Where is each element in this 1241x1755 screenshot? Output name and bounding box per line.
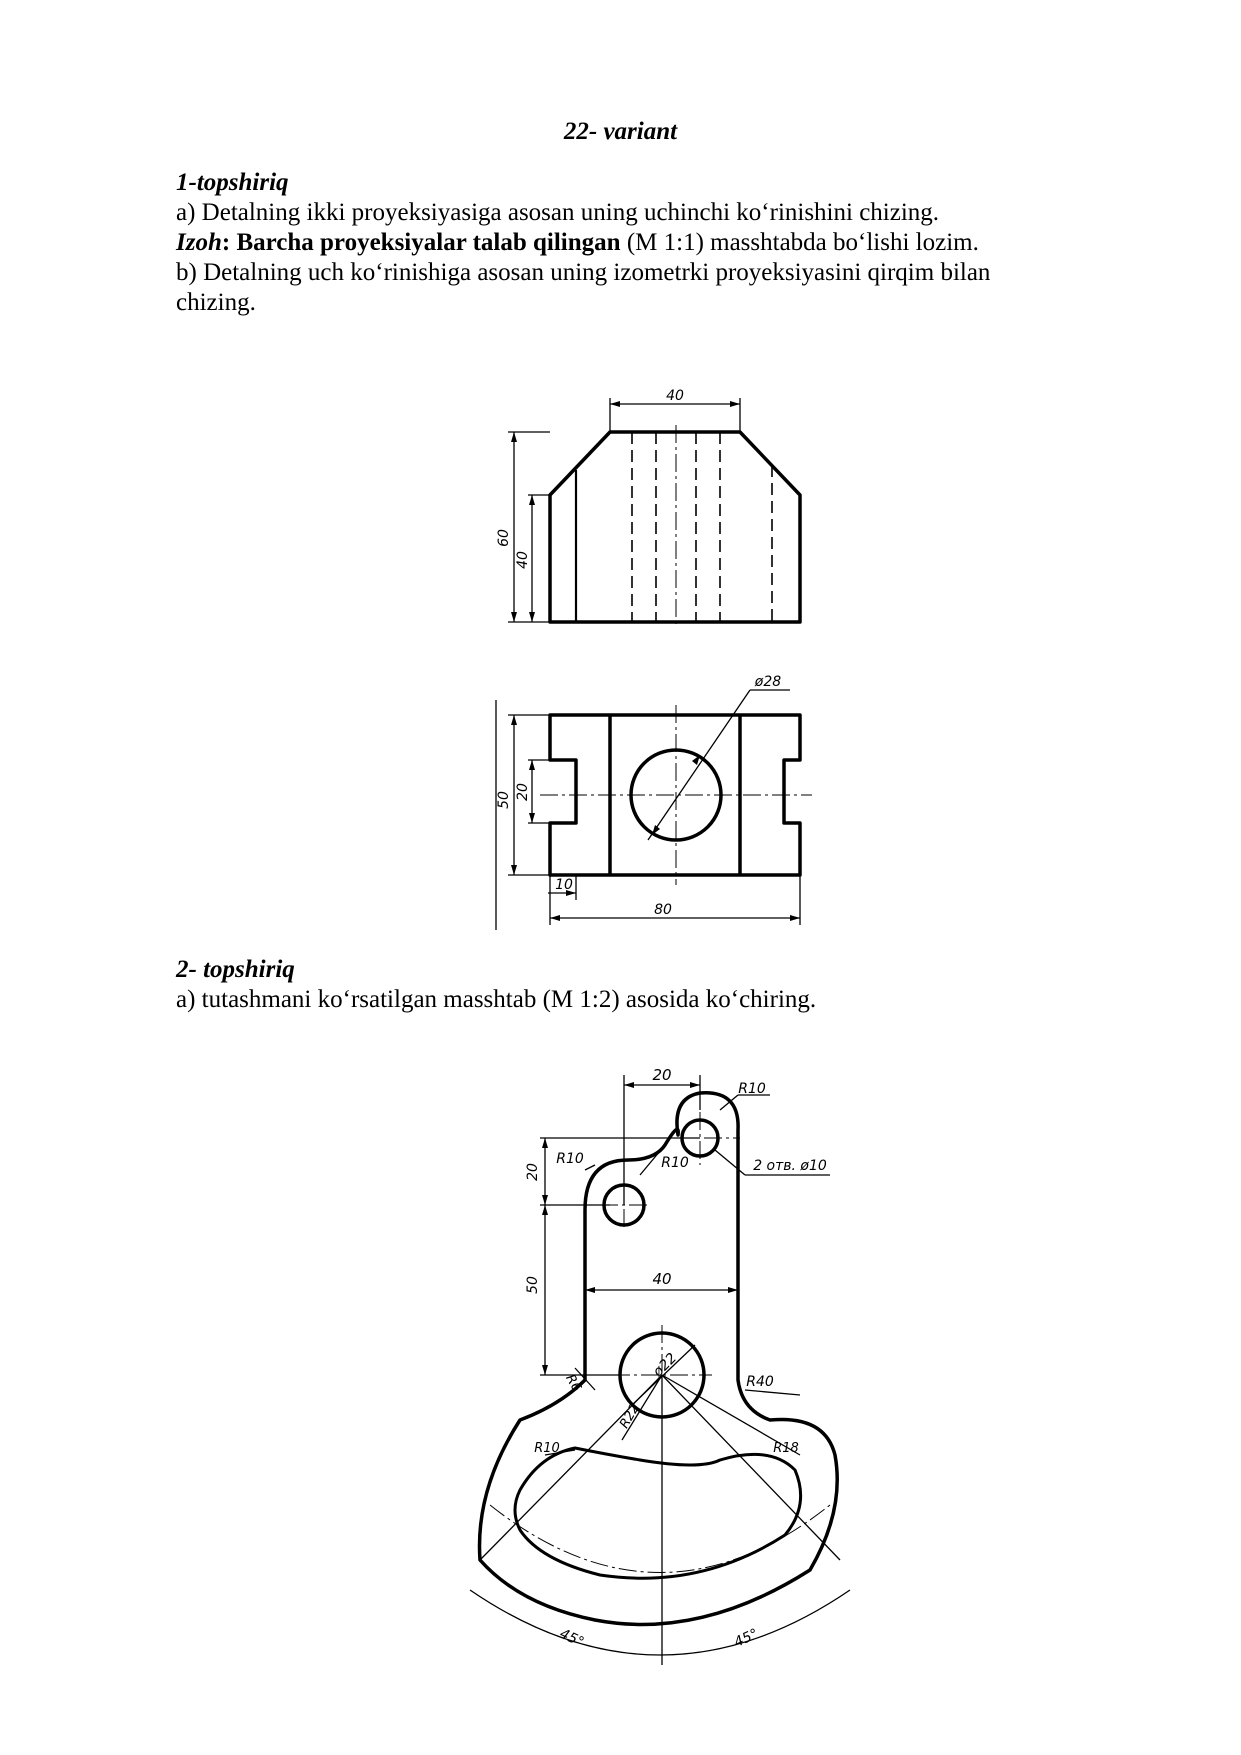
label-dim-left-50: 50 bbox=[525, 1276, 541, 1294]
label-dim-left-20: 20 bbox=[525, 1163, 541, 1181]
label-dim-r40: R40 bbox=[746, 1374, 774, 1390]
task1-line-b1: b) Detalning uch ko‘rinishiga asosan uning izometrki proyeksiyasini qirqim bilan bbox=[176, 259, 991, 286]
bracket-inner-arc bbox=[515, 1448, 801, 1578]
label-dim-top-20: 20 bbox=[652, 1066, 672, 1084]
note-rest-text: (M 1:1) masshtabda bo‘lishi lozim. bbox=[620, 229, 979, 256]
label-dim-top-40: 40 bbox=[666, 388, 684, 404]
label-dim-dia-28: ø28 bbox=[754, 674, 782, 690]
label-dim-r18: R18 bbox=[773, 1441, 799, 1456]
note-colon: : bbox=[221, 229, 237, 256]
task1-heading: 1-topshiriq bbox=[176, 169, 289, 196]
label-dim-r22: R22 bbox=[617, 1401, 643, 1432]
task2-heading: 2- topshiriq bbox=[176, 956, 295, 983]
label-dim-angle-left: 45° bbox=[557, 1625, 587, 1651]
label-dim-r6: R6 bbox=[562, 1372, 584, 1395]
label-dim-r10-mid: R10 bbox=[661, 1155, 689, 1171]
note-bold-text: Barcha proyeksiyalar talab qilingan bbox=[236, 229, 621, 256]
label-dim-60: 60 bbox=[496, 529, 512, 547]
task1-line-b2: chizing. bbox=[176, 289, 256, 316]
task2-line-a: a) tutashmani ko‘rsatilgan masshtab (M 1:2) asosida ko‘chiring. bbox=[176, 986, 817, 1013]
label-dim-80: 80 bbox=[654, 902, 672, 918]
label-dim-holes: 2 отв. ø10 bbox=[753, 1158, 827, 1174]
label-dim-r10-arc: R10 bbox=[534, 1441, 560, 1456]
label-dim-40-left: 40 bbox=[515, 551, 531, 569]
label-dim-20: 20 bbox=[515, 783, 531, 801]
label-dim-center-hole: ø22 bbox=[650, 1350, 681, 1381]
note-label: Izoh bbox=[176, 229, 222, 256]
page-title: 22- variant bbox=[563, 118, 678, 145]
label-dim-50: 50 bbox=[496, 791, 512, 809]
label-dim-r10-left: R10 bbox=[556, 1151, 584, 1167]
label-dim-width-40: 40 bbox=[652, 1270, 672, 1288]
task1-line-a: a) Detalning ikki proyeksiyasiga asosan uning uchinchi ko‘rinishini chizing. bbox=[176, 199, 940, 226]
label-dim-r10-top: R10 bbox=[738, 1081, 766, 1097]
label-dim-10: 10 bbox=[555, 877, 573, 893]
label-dim-angle-right: 45° bbox=[731, 1625, 761, 1651]
